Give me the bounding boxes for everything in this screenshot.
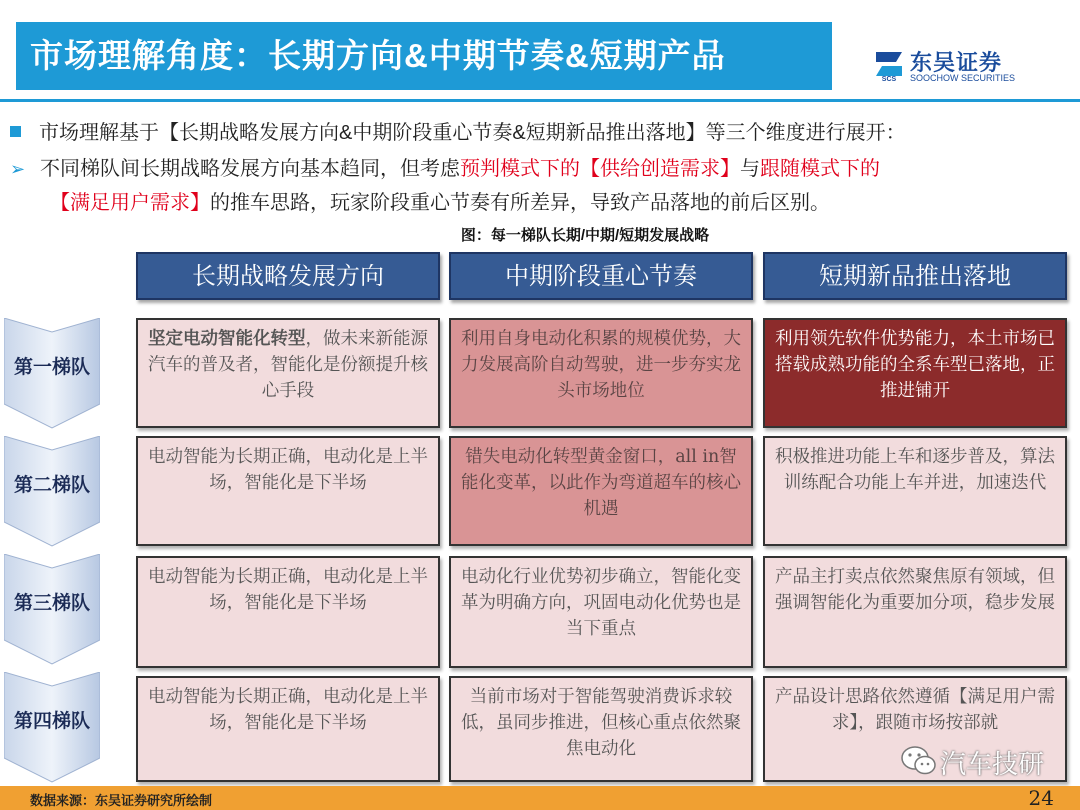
cell-tier1-mid-term: 利用自身电动化积累的规模优势，大力发展高阶自动驾驶，进一步夯实龙头市场地位 xyxy=(449,318,753,428)
cell-tier3-short-term: 产品主打卖点依然聚焦原有领域，但强调智能化为重要加分项，稳步发展 xyxy=(763,556,1067,668)
bullet-2-highlight-2: 跟随模式下的 xyxy=(760,158,880,180)
tier-3-chevron xyxy=(4,554,100,666)
tier-1-label: 第一梯队 xyxy=(13,356,90,378)
cell-tier1-long-term xyxy=(136,318,440,428)
bullet-2-highlight-3: 【满足用户需求】 xyxy=(50,192,210,214)
figure-caption: 图：每一梯队长期/中期/短期发展战略 xyxy=(460,227,710,244)
cell-tier4-long-term: 电动智能为长期正确，电动化是上半场，智能化是下半场 xyxy=(136,676,440,782)
wechat-icon xyxy=(900,744,938,778)
page-title: 市场理解角度：长期方向&中期节奏&短期产品 xyxy=(30,37,726,74)
brand-logo xyxy=(872,42,1062,88)
tier-4-label: 第四梯队 xyxy=(13,710,90,732)
cell-tier1-long-term-bold: 坚定电动智能化转型 xyxy=(148,329,306,349)
tier-2-chevron xyxy=(4,436,100,548)
cell-tier4-mid-term: 当前市场对于智能驾驶消费诉求较低，虽同步推进，但核心重点依然聚焦电动化 xyxy=(449,676,753,782)
bullet-2 xyxy=(10,152,880,181)
cell-tier1-long-term-text: ，做未来新能源汽车的普及者，智能化是份额提升核心手段 xyxy=(148,329,428,401)
soochow-logo-icon xyxy=(872,48,906,82)
bullet-2-continued xyxy=(50,186,830,215)
logo-mark-text: SCS xyxy=(881,76,897,82)
square-bullet-icon xyxy=(10,126,21,137)
bullet-1-text: 市场理解基于【长期战略发展方向&中期阶段重心节奏&短期新品推出落地】等三个维度进行展开： xyxy=(39,122,906,144)
footer-bar xyxy=(0,786,1080,810)
logo-cn-text: 东吴证券 xyxy=(910,50,1003,75)
cell-tier2-short-term: 积极推进功能上车和逐步普及，算法训练配合功能上车并进，加速迭代 xyxy=(763,436,1067,546)
watermark-text: 汽车技研 xyxy=(940,749,1045,779)
bullet-1 xyxy=(10,116,906,145)
cell-tier4-short-term: 产品设计思路依然遵循【满足用户需求】，跟随市场按部就 xyxy=(763,676,1067,782)
tier-4-chevron xyxy=(4,672,100,784)
tier-1-chevron xyxy=(4,318,100,430)
bullet-2-text-c: 的推车思路，玩家阶段重心节奏有所差异，导致产品落地的前后区别。 xyxy=(210,192,830,214)
cell-tier2-long-term: 电动智能为长期正确，电动化是上半场，智能化是下半场 xyxy=(136,436,440,546)
column-header-short-term: 短期新品推出落地 xyxy=(763,252,1067,300)
bullet-2-text-a: 不同梯队间长期战略发展方向基本趋同，但考虑 xyxy=(40,158,460,180)
column-header-mid-term: 中期阶段重心节奏 xyxy=(449,252,753,300)
cell-tier3-long-term: 电动智能为长期正确，电动化是上半场，智能化是下半场 xyxy=(136,556,440,668)
tier-3-label: 第三梯队 xyxy=(13,592,90,614)
logo-en-text: SOOCHOW SECURITIES xyxy=(910,73,1016,83)
header-divider xyxy=(0,99,1080,102)
data-source: 数据来源：东吴证券研究所绘制 xyxy=(30,793,213,808)
cell-tier1-short-term: 利用领先软件优势能力，本土市场已搭载成熟功能的全系车型已落地，正推进铺开 xyxy=(763,318,1067,428)
cell-tier2-mid-term: 错失电动化转型黄金窗口，all in智能化变革，以此作为弯道超车的核心机遇 xyxy=(449,436,753,546)
page-number: 24 xyxy=(1028,786,1054,810)
wechat-watermark xyxy=(900,740,1070,780)
column-header-long-term: 长期战略发展方向 xyxy=(136,252,440,300)
arrow-bullet-icon: ➢ xyxy=(10,159,26,179)
bullet-2-highlight-1: 预判模式下的【供给创造需求】 xyxy=(460,158,740,180)
cell-tier3-mid-term: 电动化行业优势初步确立，智能化变革为明确方向，巩固电动化优势也是当下重点 xyxy=(449,556,753,668)
title-bar xyxy=(16,22,832,90)
tier-2-label: 第二梯队 xyxy=(13,474,90,496)
bullet-2-text-b: 与 xyxy=(740,158,760,180)
